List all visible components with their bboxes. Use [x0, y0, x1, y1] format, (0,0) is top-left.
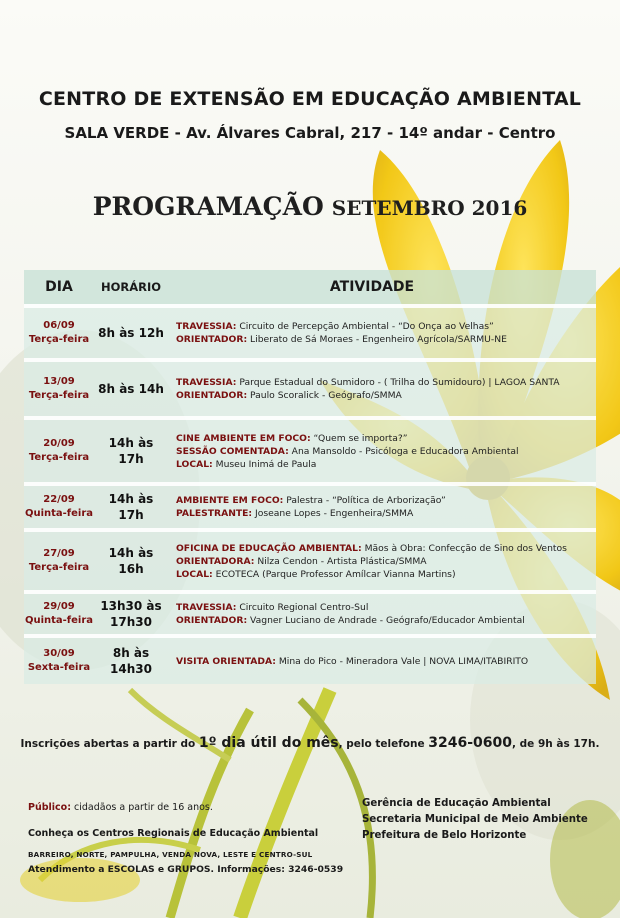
row-time-cell — [94, 545, 168, 577]
activity-text: Mina do Pico - Mineradora Vale | NOVA LIMA/ITABIRITO — [275, 655, 529, 667]
row-day-cell — [24, 375, 94, 403]
registration-text-2: , pelo telefone — [338, 738, 429, 750]
row-date: 30/09 — [43, 648, 75, 659]
row-weekday: Quinta-feira — [24, 508, 94, 519]
row-day-cell — [24, 600, 94, 628]
row-weekday: Sexta-feira — [27, 662, 91, 673]
row-time-line-1: 8h às — [112, 646, 150, 660]
activity-line — [176, 507, 596, 520]
header-time: HORÁRIO — [100, 280, 162, 294]
row-time-cell — [94, 325, 168, 341]
row-time-line-1: 8h às 14h — [98, 382, 164, 396]
activity-line — [176, 555, 596, 568]
activity-label: VISITA ORIENTADA: — [176, 655, 276, 667]
row-date: 13/09 — [43, 376, 75, 387]
row-activity-cell — [168, 376, 596, 402]
activity-label: ORIENTADOR: — [176, 390, 248, 401]
activity-label: ORIENTADOR: — [176, 334, 248, 345]
activity-label: TRAVESSIA: — [176, 602, 237, 613]
row-time-line-1: 13h30 às — [100, 599, 162, 613]
row-date: 06/09 — [43, 320, 75, 331]
audience-text: cidadãos a partir de 16 anos. — [71, 802, 213, 813]
schedule-table — [24, 270, 596, 684]
org-line-1: Gerência de Educação Ambiental — [362, 798, 551, 809]
row-weekday: Terça-feira — [28, 452, 90, 463]
registration-info — [0, 735, 620, 751]
table-row — [24, 590, 596, 634]
activity-text: Nilza Cendon - Artista Plástica/SMMA — [254, 555, 427, 567]
row-day-cell — [24, 319, 94, 347]
activity-text: Paulo Scoralick - Geógrafo/SMMA — [247, 390, 402, 401]
activity-text: Vagner Luciano de Andrade - Geógrafo/Educador Ambiental — [247, 615, 525, 626]
activity-text: Museu Inimá de Paula — [212, 458, 317, 470]
row-activity-cell — [168, 320, 596, 346]
activity-line — [176, 432, 596, 445]
activity-line — [176, 458, 596, 471]
activity-line — [176, 333, 596, 346]
activity-label: ORIENTADORA: — [176, 555, 255, 567]
registration-text-3: , de 9h às 17h. — [512, 738, 600, 750]
activity-label: OFICINA DE EDUCAÇÃO AMBIENTAL: — [176, 542, 362, 554]
row-activity-cell — [168, 601, 596, 627]
activity-text: “Quem se importa?” — [310, 432, 408, 444]
header-activity: ATIVIDADE — [329, 279, 415, 295]
activity-line — [176, 320, 596, 333]
row-time-cell — [94, 435, 168, 467]
row-weekday: Terça-feira — [28, 562, 90, 573]
activity-text: Joseane Lopes - Engenheira/SMMA — [252, 508, 414, 519]
registration-highlight-date: 1º dia útil do mês — [198, 735, 339, 751]
activity-label: CINE AMBIENTE EM FOCO: — [176, 432, 311, 444]
registration-phone: 3246-0600 — [428, 735, 513, 751]
activity-label: TRAVESSIA: — [176, 321, 237, 332]
table-row — [24, 358, 596, 416]
activity-label: LOCAL: — [176, 458, 213, 470]
activity-line — [176, 601, 596, 614]
programacao-word: PROGRAMAÇÃO — [92, 192, 324, 221]
row-day-cell — [24, 493, 94, 521]
row-date: 27/09 — [43, 548, 75, 559]
row-time-line-1: 8h às 12h — [98, 326, 164, 340]
row-day-cell — [24, 647, 94, 675]
activity-label: SESSÃO COMENTADA: — [176, 445, 289, 457]
regional-centers-list: BARREIRO, NORTE, PAMPULHA, VENDA NOVA, LESTE E CENTRO-SUL — [28, 850, 313, 859]
activity-text: Ana Mansoldo - Psicóloga e Educadora Ambiental — [288, 445, 519, 457]
row-activity-cell — [168, 655, 596, 668]
row-weekday: Terça-feira — [28, 334, 90, 345]
org-line-3: Prefeitura de Belo Horizonte — [362, 830, 527, 841]
row-time-line-1: 14h às 17h — [108, 436, 154, 466]
row-time-cell — [94, 598, 168, 630]
row-activity-cell — [168, 542, 596, 581]
programacao-title — [0, 192, 620, 221]
center-address: SALA VERDE - Av. Álvares Cabral, 217 - 14º andar - Centro — [64, 124, 556, 142]
activity-line — [176, 376, 596, 389]
center-title: CENTRO DE EXTENSÃO EM EDUCAÇÃO AMBIENTAL — [38, 88, 582, 110]
org-line-2: Secretaria Municipal de Meio Ambiente — [362, 814, 588, 825]
row-weekday: Terça-feira — [28, 390, 90, 401]
row-date: 20/09 — [43, 438, 75, 449]
activity-line — [176, 614, 596, 627]
activity-text: Mãos à Obra: Confecção de Sino dos Ventos — [361, 542, 567, 554]
activity-text: Liberato de Sá Moraes - Engenheiro Agrícola/SARMU-NE — [247, 334, 507, 345]
row-time-cell — [94, 491, 168, 523]
row-time-line-2: 14h30 — [110, 662, 152, 676]
activity-label: PALESTRANTE: — [176, 508, 253, 519]
activity-line — [176, 542, 596, 555]
activity-line — [176, 494, 596, 507]
header-day: DIA — [45, 279, 73, 295]
activity-text: Circuito Regional Centro-Sul — [236, 602, 369, 613]
regional-centers-title: Conheça os Centros Regionais de Educação Ambiental — [28, 828, 319, 839]
table-row — [24, 416, 596, 482]
row-day-cell — [24, 437, 94, 465]
row-time-line-1: 14h às 17h — [108, 492, 154, 522]
table-row — [24, 482, 596, 528]
registration-text-1: Inscrições abertas a partir do — [20, 738, 199, 750]
activity-text: Circuito de Percepção Ambiental - “Do Onça ao Velhas” — [236, 321, 494, 332]
service-info: Atendimento a ESCOLAS e GRUPOS. Informações: 3246-0539 — [28, 864, 344, 875]
activity-line — [176, 655, 596, 668]
activity-text: Parque Estadual do Sumidoro - ( Trilha do Sumidouro) | LAGOA SANTA — [236, 377, 560, 388]
activity-text: ECOTECA (Parque Professor Amílcar Vianna Martins) — [212, 568, 456, 580]
table-row — [24, 304, 596, 358]
activity-label: LOCAL: — [176, 568, 213, 580]
activity-label: ORIENTADOR: — [176, 615, 248, 626]
row-time-line-1: 14h às 16h — [108, 546, 154, 576]
activity-label: AMBIENTE EM FOCO: — [176, 495, 284, 506]
row-date: 29/09 — [43, 601, 75, 612]
activity-line — [176, 445, 596, 458]
table-row — [24, 634, 596, 684]
programacao-period: SETEMBRO 2016 — [331, 196, 528, 220]
audience-info — [28, 802, 213, 813]
row-weekday: Quinta-feira — [24, 615, 94, 626]
row-date: 22/09 — [43, 494, 75, 505]
organization-block — [362, 796, 588, 844]
activity-label: TRAVESSIA: — [176, 377, 237, 388]
row-activity-cell — [168, 432, 596, 471]
activity-text: Palestra - “Política de Arborização” — [283, 495, 446, 506]
activity-line — [176, 389, 596, 402]
row-time-line-2: 17h30 — [110, 615, 152, 629]
row-time-cell — [94, 645, 168, 677]
table-row — [24, 528, 596, 590]
activity-line — [176, 568, 596, 581]
row-activity-cell — [168, 494, 596, 520]
row-time-cell — [94, 381, 168, 397]
row-day-cell — [24, 547, 94, 575]
table-header — [24, 270, 596, 304]
audience-label: Público: — [28, 802, 71, 813]
